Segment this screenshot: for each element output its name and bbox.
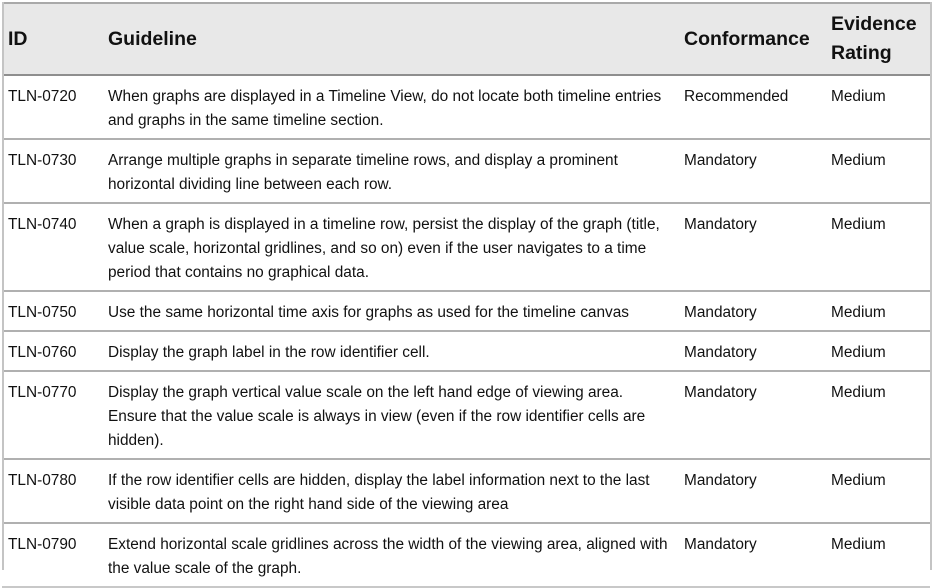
table-row <box>2 203 930 291</box>
cell-evidence: Medium <box>825 371 930 459</box>
cell-guideline: Display the graph vertical value scale on the left hand edge of viewing area. Ensure that the value scale is always in view (even if the row identifier cells are hidden). <box>102 371 678 459</box>
guidelines-table-container <box>2 2 930 588</box>
cell-guideline: Arrange multiple graphs in separate timeline rows, and display a prominent horizontal dividing line between each row. <box>102 139 678 203</box>
cell-conformance: Mandatory <box>678 203 825 291</box>
header-conformance: Conformance <box>678 3 825 75</box>
cell-conformance: Recommended <box>678 75 825 139</box>
cell-id: TLN-0740 <box>2 203 102 291</box>
cell-evidence: Medium <box>825 331 930 371</box>
cell-evidence: Medium <box>825 523 930 587</box>
cell-id: TLN-0790 <box>2 523 102 587</box>
table-row <box>2 75 930 139</box>
cell-conformance: Mandatory <box>678 139 825 203</box>
cell-conformance: Mandatory <box>678 459 825 523</box>
header-evidence-line2: Rating <box>831 42 892 64</box>
header-evidence-rating <box>825 3 930 75</box>
cell-evidence: Medium <box>825 139 930 203</box>
cell-id: TLN-0720 <box>2 75 102 139</box>
cell-conformance: Mandatory <box>678 371 825 459</box>
table-body <box>2 75 930 587</box>
cell-id: TLN-0760 <box>2 331 102 371</box>
table-row <box>2 459 930 523</box>
cell-evidence: Medium <box>825 459 930 523</box>
cell-conformance: Mandatory <box>678 523 825 587</box>
cell-guideline: If the row identifier cells are hidden, display the label information next to the last visible data point on the right hand side of the viewing area <box>102 459 678 523</box>
guidelines-table <box>2 2 930 588</box>
table-row <box>2 523 930 587</box>
table-header <box>2 3 930 75</box>
header-guideline: Guideline <box>102 3 678 75</box>
cell-guideline: When graphs are displayed in a Timeline View, do not locate both timeline entries and graphs in the same timeline section. <box>102 75 678 139</box>
header-id: ID <box>2 3 102 75</box>
cell-id: TLN-0770 <box>2 371 102 459</box>
cell-id: TLN-0730 <box>2 139 102 203</box>
table-row <box>2 371 930 459</box>
cell-evidence: Medium <box>825 75 930 139</box>
cell-guideline: Display the graph label in the row identifier cell. <box>102 331 678 371</box>
cell-guideline: Extend horizontal scale gridlines across the width of the viewing area, aligned with the value scale of the graph. <box>102 523 678 587</box>
header-row <box>2 3 930 75</box>
table-row <box>2 291 930 331</box>
cell-evidence: Medium <box>825 291 930 331</box>
cell-conformance: Mandatory <box>678 331 825 371</box>
header-evidence-line1: Evidence <box>831 13 917 35</box>
table-row <box>2 331 930 371</box>
cell-id: TLN-0750 <box>2 291 102 331</box>
cell-evidence: Medium <box>825 203 930 291</box>
cell-id: TLN-0780 <box>2 459 102 523</box>
cell-conformance: Mandatory <box>678 291 825 331</box>
cell-guideline: When a graph is displayed in a timeline row, persist the display of the graph (title, value scale, horizontal gridlines, and so on) even if the user navigates to a time period that contains no graphical data. <box>102 203 678 291</box>
table-row <box>2 139 930 203</box>
cell-guideline: Use the same horizontal time axis for graphs as used for the timeline canvas <box>102 291 678 331</box>
